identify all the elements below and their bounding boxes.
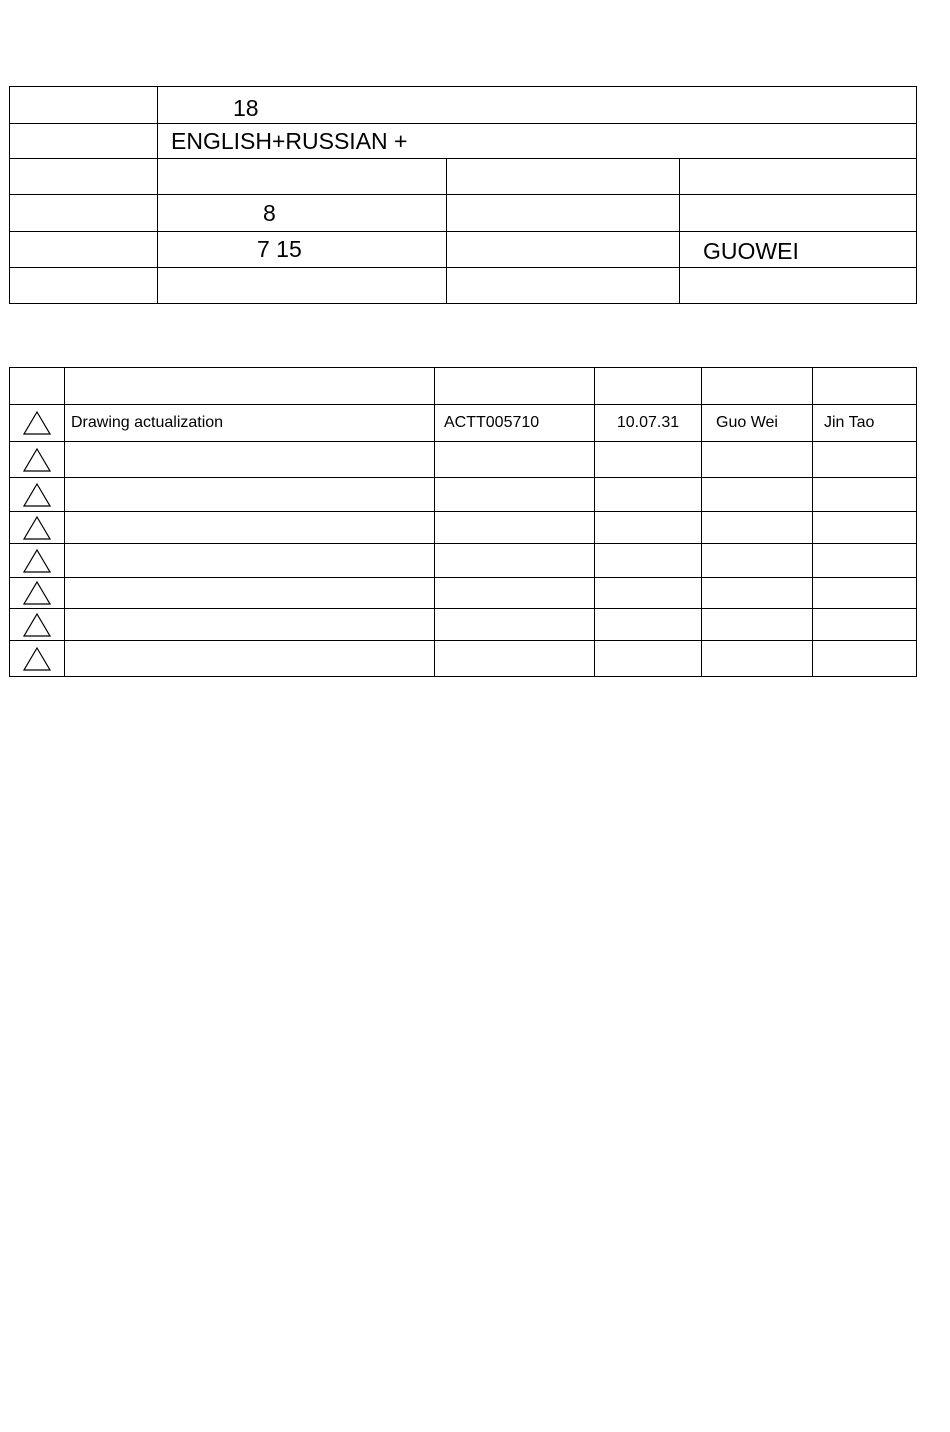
revision-date bbox=[595, 544, 702, 578]
revision-description bbox=[65, 544, 435, 578]
revision-triangle-icon bbox=[23, 647, 51, 671]
info-label-cell bbox=[447, 159, 680, 195]
info-label-cell bbox=[10, 232, 158, 268]
author-value: GUOWEI bbox=[703, 238, 799, 264]
revision-table bbox=[9, 367, 917, 677]
revision-description: Drawing actualization bbox=[65, 405, 435, 442]
revision-triangle-icon bbox=[23, 411, 51, 435]
sheet-count: 18 bbox=[233, 95, 259, 121]
revision-code bbox=[435, 442, 595, 478]
info-label-cell bbox=[447, 268, 680, 304]
info-value-cell bbox=[680, 232, 917, 268]
revision-triangle-icon bbox=[23, 483, 51, 507]
info-value-cell bbox=[158, 87, 917, 124]
header-cell bbox=[595, 368, 702, 405]
revision-marker-cell bbox=[10, 578, 65, 609]
info-row bbox=[10, 195, 917, 232]
info-label-cell bbox=[10, 159, 158, 195]
header-cell bbox=[702, 368, 813, 405]
info-row bbox=[10, 232, 917, 268]
revision-row bbox=[10, 512, 917, 544]
info-label-cell bbox=[10, 195, 158, 232]
revision-drawn-by bbox=[702, 544, 813, 578]
info-row bbox=[10, 268, 917, 304]
revision-code: ACTT005710 bbox=[435, 405, 595, 442]
revision-row bbox=[10, 405, 917, 442]
info-value-cell bbox=[158, 232, 447, 268]
info-value-cell bbox=[680, 268, 917, 304]
revision-checked-by bbox=[813, 641, 917, 677]
revision-code bbox=[435, 641, 595, 677]
info-label-cell bbox=[10, 124, 158, 159]
revision-drawn-by bbox=[702, 512, 813, 544]
revision-description bbox=[65, 512, 435, 544]
revision-checked-by bbox=[813, 544, 917, 578]
revision-marker-cell bbox=[10, 478, 65, 512]
revision-row bbox=[10, 442, 917, 478]
revision-checked-by bbox=[813, 609, 917, 641]
revision-triangle-icon bbox=[23, 516, 51, 540]
info-value-cell bbox=[158, 268, 447, 304]
revision-marker-cell bbox=[10, 512, 65, 544]
revision-date bbox=[595, 578, 702, 609]
revision-marker-cell bbox=[10, 442, 65, 478]
revision-code bbox=[435, 578, 595, 609]
revision-date bbox=[595, 609, 702, 641]
header-cell bbox=[435, 368, 595, 405]
language-value: ENGLISH+RUSSIAN + bbox=[171, 127, 408, 154]
revision-description bbox=[65, 641, 435, 677]
info-value-cell bbox=[680, 159, 917, 195]
revision-checked-by: Jin Tao bbox=[813, 405, 917, 442]
revision-description bbox=[65, 609, 435, 641]
revision-code bbox=[435, 609, 595, 641]
info-label-cell bbox=[447, 232, 680, 268]
revision-drawn-by bbox=[702, 641, 813, 677]
revision-drawn-by bbox=[702, 442, 813, 478]
revision-date bbox=[595, 641, 702, 677]
info-label-cell bbox=[447, 195, 680, 232]
revision-drawn-by bbox=[702, 609, 813, 641]
revision-header-row bbox=[10, 368, 917, 405]
revision-description bbox=[65, 442, 435, 478]
info-label-cell bbox=[10, 87, 158, 124]
revision-marker-cell bbox=[10, 641, 65, 677]
date-value: 7 15 bbox=[257, 236, 302, 262]
revision-checked-by bbox=[813, 578, 917, 609]
revision-date bbox=[595, 512, 702, 544]
revision-date bbox=[595, 442, 702, 478]
revision-row bbox=[10, 478, 917, 512]
header-cell bbox=[65, 368, 435, 405]
revision-marker-cell bbox=[10, 544, 65, 578]
revision-date bbox=[595, 478, 702, 512]
revision-code bbox=[435, 544, 595, 578]
document-info-table bbox=[9, 86, 917, 304]
header-cell bbox=[10, 368, 65, 405]
revision-triangle-icon bbox=[23, 549, 51, 573]
info-row bbox=[10, 159, 917, 195]
info-row bbox=[10, 87, 917, 124]
revision-marker-cell bbox=[10, 405, 65, 442]
revision-row bbox=[10, 641, 917, 677]
revision-code bbox=[435, 512, 595, 544]
info-value-cell bbox=[680, 195, 917, 232]
revision-description bbox=[65, 578, 435, 609]
info-label-cell bbox=[10, 268, 158, 304]
revision-triangle-icon bbox=[23, 613, 51, 637]
revision-checked-by bbox=[813, 478, 917, 512]
revision-row bbox=[10, 544, 917, 578]
revision-drawn-by bbox=[702, 578, 813, 609]
revision-row bbox=[10, 578, 917, 609]
page-count: 8 bbox=[263, 199, 276, 226]
revision-triangle-icon bbox=[23, 581, 51, 605]
info-value-cell bbox=[158, 159, 447, 195]
revision-date: 10.07.31 bbox=[595, 405, 702, 442]
revision-checked-by bbox=[813, 512, 917, 544]
revision-marker-cell bbox=[10, 609, 65, 641]
header-cell bbox=[813, 368, 917, 405]
revision-triangle-icon bbox=[23, 448, 51, 472]
info-value-cell bbox=[158, 195, 447, 232]
revision-row bbox=[10, 609, 917, 641]
revision-description bbox=[65, 478, 435, 512]
revision-drawn-by bbox=[702, 478, 813, 512]
revision-code bbox=[435, 478, 595, 512]
info-row bbox=[10, 124, 917, 159]
revision-checked-by bbox=[813, 442, 917, 478]
info-value-cell bbox=[158, 124, 917, 159]
revision-drawn-by: Guo Wei bbox=[702, 405, 813, 442]
